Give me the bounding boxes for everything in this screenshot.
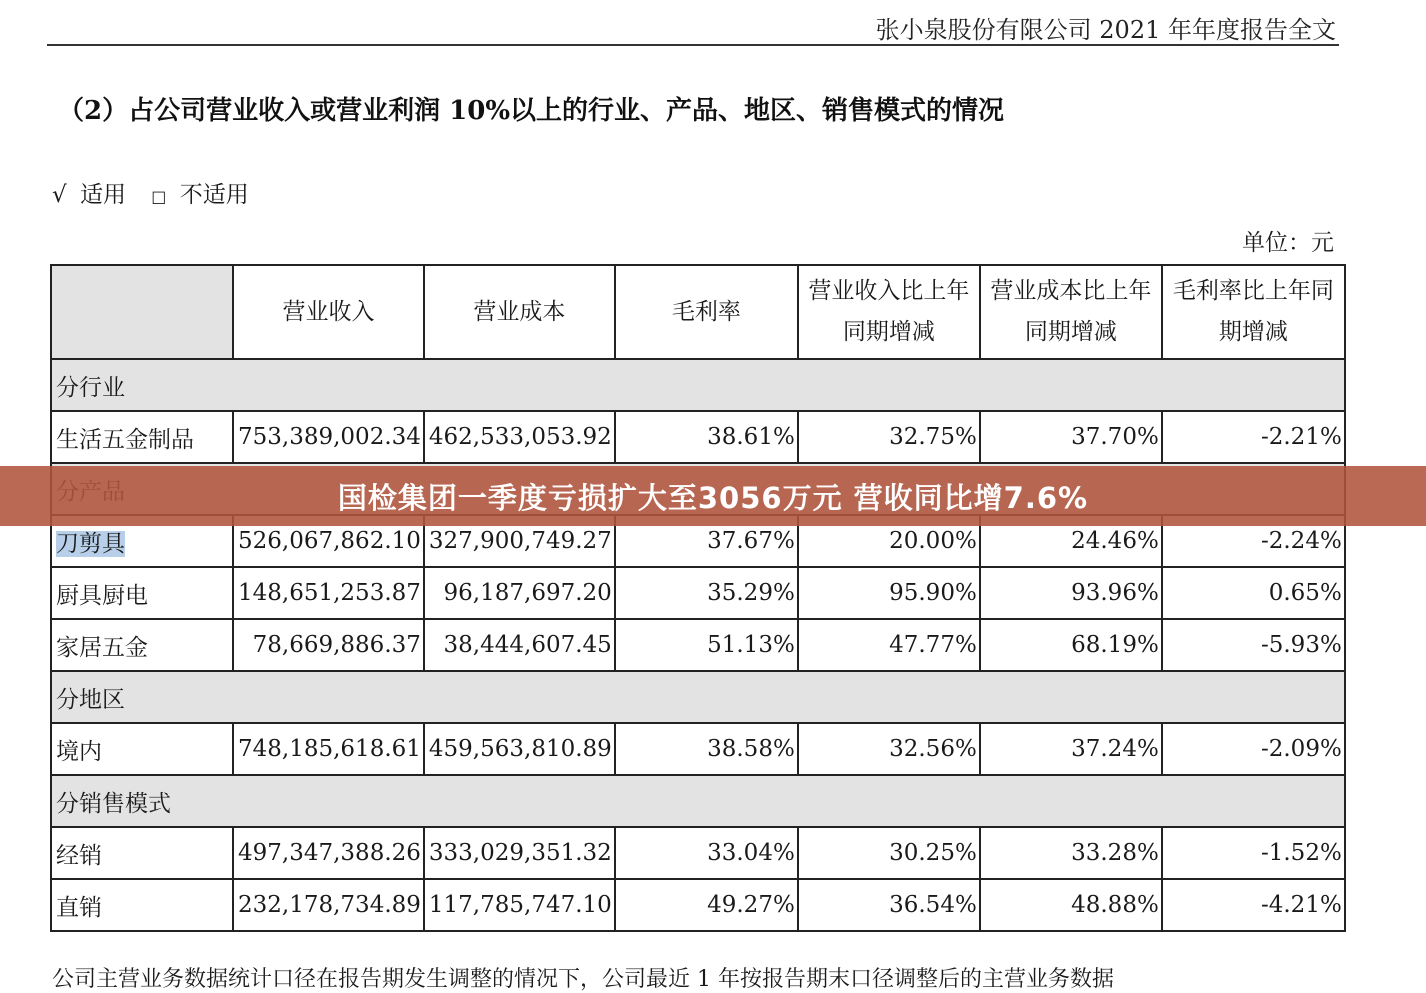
revenue-breakdown-table (50, 264, 1346, 932)
table-header (51, 265, 1345, 359)
cell-value: 36.54% (889, 892, 977, 918)
cell-value: 38,444,607.45 (443, 632, 612, 658)
cell-value: 33.04% (707, 840, 795, 866)
group-label: 分行业 (51, 359, 1345, 411)
table-body (51, 359, 1345, 931)
header-cell-line: 营业成本 (473, 298, 566, 325)
header-cell-line: 同期增减 (1024, 319, 1117, 345)
cell-value: 748,185,618.61 (238, 736, 421, 762)
checked-mark: √ (52, 182, 67, 208)
table-cell (424, 723, 615, 775)
table-cell (424, 619, 615, 671)
cell-value: 51.13% (707, 632, 795, 658)
row-label (51, 567, 233, 619)
cell-value: 30.25% (889, 840, 977, 866)
table-cell (615, 827, 798, 879)
cell-value: 327,900,749.27 (428, 528, 612, 554)
table-cell (424, 879, 615, 931)
header-cell-line: 营业成本比上年 (990, 278, 1152, 304)
header-cell-line: 营业收入比上年 (808, 278, 970, 304)
table-cell (1162, 723, 1345, 775)
cell-value: 148,651,253.87 (238, 580, 421, 606)
table-cell (980, 619, 1162, 671)
cell-value: -2.09% (1260, 736, 1342, 762)
cell-value: -2.24% (1260, 528, 1342, 554)
header-cell-line: 毛利率 (671, 298, 741, 325)
row-label (51, 827, 233, 879)
row-label-text: 厨具厨电 (56, 582, 148, 609)
row-label-text: 生活五金制品 (56, 426, 194, 453)
row-label-text: 经销 (56, 842, 102, 869)
table-cell (1162, 619, 1345, 671)
header-cell (1162, 265, 1345, 359)
applicable-label: 适用 (79, 182, 126, 208)
table-row (51, 619, 1345, 671)
row-label (51, 879, 233, 931)
report-header-title: 张小泉股份有限公司 2021 年年度报告全文 (875, 16, 1336, 44)
table-cell (424, 827, 615, 879)
header-cell (798, 265, 980, 359)
table-row (51, 879, 1345, 931)
table-cell (1162, 567, 1345, 619)
footnote: 公司主营业务数据统计口径在报告期发生调整的情况下，公司最近 1 年按报告期末口径调整后的主营业务数据 (52, 967, 1114, 992)
table-cell (980, 723, 1162, 775)
cell-value: 32.56% (889, 736, 977, 762)
table-cell (1162, 827, 1345, 879)
cell-value: 20.00% (889, 528, 977, 554)
news-banner (0, 466, 1426, 526)
header-cell-line: 期增减 (1218, 319, 1288, 345)
table-cell (798, 879, 980, 931)
cell-value: 48.88% (1071, 892, 1159, 918)
table-cell (615, 879, 798, 931)
header-cell (980, 265, 1162, 359)
cell-value: 117,785,747.10 (428, 892, 612, 918)
unchecked-box-icon: □ (151, 187, 167, 206)
table-cell (615, 411, 798, 463)
header-cell-line: 同期增减 (842, 319, 935, 345)
table-cell (233, 411, 424, 463)
header-cell-line: 营业收入 (282, 298, 375, 325)
table-cell (233, 723, 424, 775)
cell-value: 38.61% (707, 424, 795, 450)
cell-value: 37.67% (707, 528, 795, 554)
cell-value: 78,669,886.37 (252, 632, 421, 658)
cell-value: 497,347,388.26 (238, 840, 421, 866)
table-cell (798, 567, 980, 619)
table-cell (424, 411, 615, 463)
header-cell (424, 265, 615, 359)
table-cell (233, 879, 424, 931)
row-label (51, 723, 233, 775)
cell-value: 95.90% (889, 580, 977, 606)
cell-value: 462,533,053.92 (428, 424, 612, 450)
table-cell (798, 827, 980, 879)
cell-value: 459,563,810.89 (428, 736, 612, 762)
group-row (51, 671, 1345, 723)
row-label (51, 411, 233, 463)
cell-value: 0.65% (1268, 580, 1342, 606)
cell-value: 93.96% (1071, 580, 1159, 606)
table-cell (980, 827, 1162, 879)
section-heading: （2）占公司营业收入或营业利润 10%以上的行业、产品、地区、销售模式的情况 (58, 96, 1005, 126)
cell-value: 32.75% (889, 424, 977, 450)
cell-value: 96,187,697.20 (443, 580, 612, 606)
table-cell (233, 619, 424, 671)
row-label-text: 直销 (56, 894, 102, 921)
not-applicable-label: 不适用 (179, 182, 249, 208)
cell-value: 37.70% (1071, 424, 1159, 450)
table-cell (798, 411, 980, 463)
cell-value: -1.52% (1260, 840, 1342, 866)
table-cell (1162, 879, 1345, 931)
row-label-text: 境内 (56, 738, 102, 765)
cell-value: -5.93% (1260, 632, 1342, 658)
table-cell (615, 619, 798, 671)
table-cell (980, 567, 1162, 619)
news-banner-text: 国检集团一季度亏损扩大至3056万元 营收同比增7.6% (337, 480, 1089, 515)
cell-value: 33.28% (1071, 840, 1159, 866)
header-cell-blank (51, 265, 233, 359)
cell-value: 35.29% (707, 580, 795, 606)
cell-value: 37.24% (1071, 736, 1159, 762)
cell-value: 232,178,734.89 (238, 892, 421, 918)
group-label: 分销售模式 (51, 775, 1345, 827)
table-cell (1162, 411, 1345, 463)
table-cell (980, 879, 1162, 931)
table-row (51, 827, 1345, 879)
applicability-line (52, 176, 255, 209)
table-row (51, 567, 1345, 619)
header-cell-line: 毛利率比上年同 (1172, 278, 1334, 304)
table-cell (798, 723, 980, 775)
unit-label: 单位：元 (1242, 230, 1334, 256)
cell-value: 49.27% (707, 892, 795, 918)
cell-value: 526,067,862.10 (238, 528, 421, 554)
cell-value: -2.21% (1260, 424, 1342, 450)
table-cell (233, 567, 424, 619)
cell-value: 24.46% (1071, 528, 1159, 554)
group-row (51, 775, 1345, 827)
table-cell (615, 567, 798, 619)
cell-value: 333,029,351.32 (428, 840, 612, 866)
group-row (51, 359, 1345, 411)
cell-value: 38.58% (707, 736, 795, 762)
table-cell (233, 827, 424, 879)
row-label-text: 刀剪具 (56, 530, 125, 557)
table-cell (615, 723, 798, 775)
table-cell (424, 567, 615, 619)
table-row (51, 723, 1345, 775)
cell-value: 753,389,002.34 (238, 424, 421, 450)
header-cell (233, 265, 424, 359)
row-label-text: 家居五金 (56, 634, 148, 661)
header-cell (615, 265, 798, 359)
cell-value: 68.19% (1071, 632, 1159, 658)
table-cell (798, 619, 980, 671)
row-label (51, 619, 233, 671)
header-rule (47, 44, 1339, 46)
table-row (51, 411, 1345, 463)
group-label: 分地区 (51, 671, 1345, 723)
table-cell (980, 411, 1162, 463)
cell-value: -4.21% (1260, 892, 1342, 918)
cell-value: 47.77% (889, 632, 977, 658)
